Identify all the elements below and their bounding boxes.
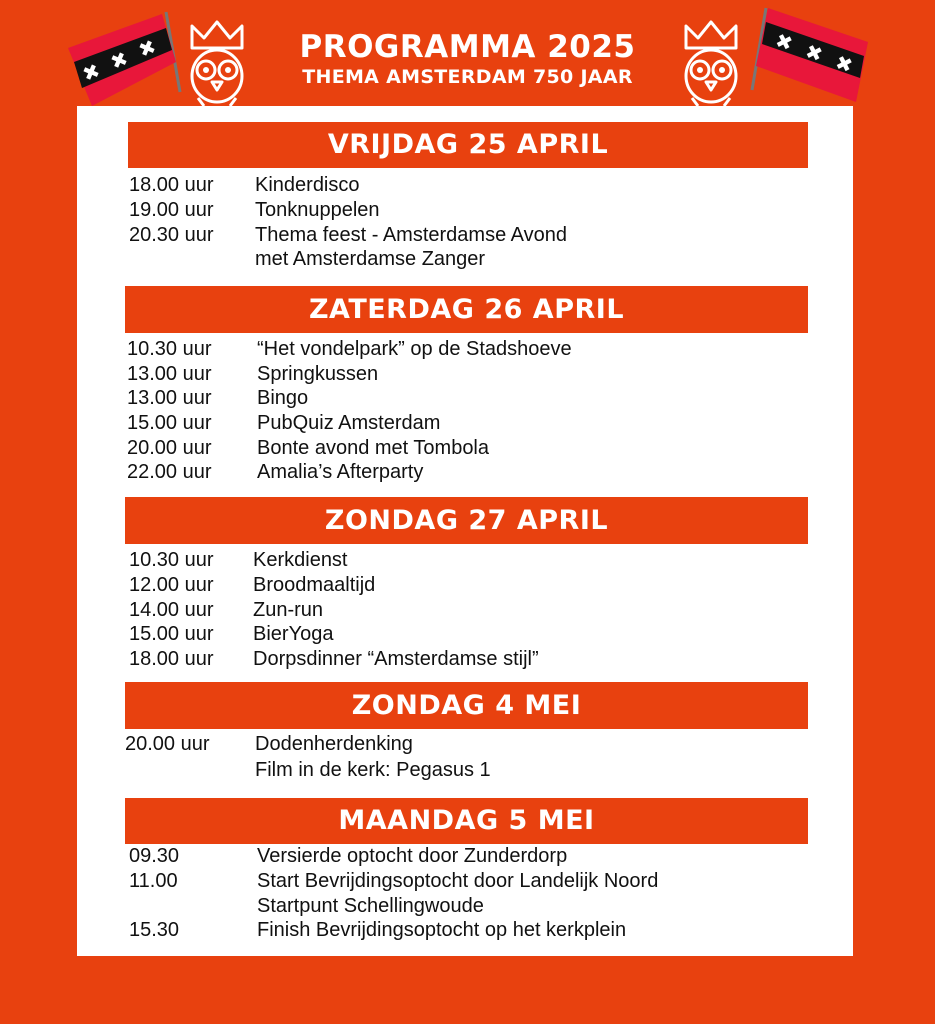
svg-text:✖: ✖ bbox=[802, 38, 826, 67]
event-name: Broodmaaltijd bbox=[253, 574, 376, 596]
schedule-row bbox=[127, 337, 807, 361]
event-name: Kinderdisco bbox=[255, 174, 360, 196]
event-time: 19.00 uur bbox=[129, 199, 214, 221]
schedule-row bbox=[127, 362, 807, 386]
amsterdam-flag-icon bbox=[62, 4, 192, 114]
schedule-row bbox=[127, 436, 807, 460]
page-subtitle: THEMA AMSTERDAM 750 JAAR bbox=[302, 66, 633, 88]
crowned-owl-mascot-icon bbox=[184, 20, 250, 110]
svg-text:✖: ✖ bbox=[106, 46, 132, 75]
event-time: 20.00 uur bbox=[125, 733, 210, 755]
schedule-row bbox=[127, 460, 807, 484]
schedule-row bbox=[129, 198, 809, 222]
event-time: 13.00 uur bbox=[127, 363, 212, 385]
svg-text:✖: ✖ bbox=[772, 27, 796, 56]
schedule-row bbox=[129, 622, 809, 646]
schedule-row bbox=[129, 918, 809, 942]
event-time: 09.30 bbox=[129, 845, 180, 867]
svg-text:✖: ✖ bbox=[832, 49, 856, 78]
event-time: 20.00 uur bbox=[127, 437, 212, 459]
day-header: ZATERDAG 26 APRIL bbox=[125, 286, 808, 333]
page-title: PROGRAMMA 2025 bbox=[299, 29, 636, 65]
event-time: 10.30 uur bbox=[129, 549, 214, 571]
schedule-row bbox=[125, 732, 805, 756]
event-name: Tonknuppelen bbox=[255, 199, 380, 221]
event-time: 20.30 uur bbox=[129, 224, 214, 246]
event-time: 22.00 uur bbox=[127, 461, 212, 483]
programme-panel bbox=[77, 106, 853, 956]
amsterdam-flag-icon bbox=[744, 2, 874, 114]
event-name: PubQuiz Amsterdam bbox=[257, 412, 441, 434]
schedule-row bbox=[129, 647, 809, 671]
event-name: Bonte avond met Tombola bbox=[257, 437, 490, 459]
svg-text:✖: ✖ bbox=[78, 58, 104, 87]
event-name: Springkussen bbox=[257, 363, 379, 385]
svg-text:✖: ✖ bbox=[134, 34, 160, 63]
event-name: Kerkdienst bbox=[253, 549, 348, 571]
schedule-row bbox=[129, 869, 809, 893]
event-name: “Het vondelpark” op de Stadshoeve bbox=[257, 338, 572, 360]
event-time: 15.00 uur bbox=[129, 623, 214, 645]
event-name: Bingo bbox=[257, 387, 309, 409]
event-name: Finish Bevrijdingsoptocht op het kerkplein bbox=[257, 919, 627, 941]
schedule-row bbox=[127, 386, 807, 410]
event-time: 12.00 uur bbox=[129, 574, 214, 596]
schedule-row bbox=[127, 411, 807, 435]
event-name: Start Bevrijdingsoptocht door Landelijk Noord bbox=[257, 870, 659, 892]
day-header: MAANDAG 5 MEI bbox=[125, 798, 808, 844]
day-header: ZONDAG 27 APRIL bbox=[125, 497, 808, 544]
schedule-row bbox=[129, 247, 809, 271]
event-time: 13.00 uur bbox=[127, 387, 212, 409]
event-name: Versierde optocht door Zunderdorp bbox=[257, 845, 568, 867]
event-name: Zun-run bbox=[253, 599, 324, 621]
schedule-row bbox=[129, 844, 809, 868]
event-name: Dorpsdinner “Amsterdamse stijl” bbox=[253, 648, 539, 670]
schedule-row bbox=[129, 548, 809, 572]
event-time: 18.00 uur bbox=[129, 174, 214, 196]
event-time: 14.00 uur bbox=[129, 599, 214, 621]
event-time: 15.00 uur bbox=[127, 412, 212, 434]
day-header: VRIJDAG 25 APRIL bbox=[128, 122, 808, 168]
event-name: Dodenherdenking bbox=[255, 733, 413, 755]
schedule-row bbox=[125, 758, 805, 782]
event-name: Startpunt Schellingwoude bbox=[257, 895, 484, 917]
schedule-row bbox=[129, 598, 809, 622]
schedule-row bbox=[129, 223, 809, 247]
event-name: Amalia’s Afterparty bbox=[257, 461, 424, 483]
event-name: BierYoga bbox=[253, 623, 334, 645]
event-time: 10.30 uur bbox=[127, 338, 212, 360]
event-time: 15.30 bbox=[129, 919, 180, 941]
schedule-row bbox=[129, 894, 809, 918]
event-name: met Amsterdamse Zanger bbox=[255, 248, 486, 270]
schedule-row bbox=[129, 573, 809, 597]
event-name: Film in de kerk: Pegasus 1 bbox=[255, 759, 491, 781]
event-name: Thema feest - Amsterdamse Avond bbox=[255, 224, 568, 246]
crowned-owl-mascot-icon bbox=[678, 20, 744, 110]
page-header bbox=[0, 0, 935, 110]
schedule-row bbox=[129, 173, 809, 197]
day-header: ZONDAG 4 MEI bbox=[125, 682, 808, 729]
event-time: 11.00 bbox=[129, 870, 178, 892]
event-time: 18.00 uur bbox=[129, 648, 214, 670]
